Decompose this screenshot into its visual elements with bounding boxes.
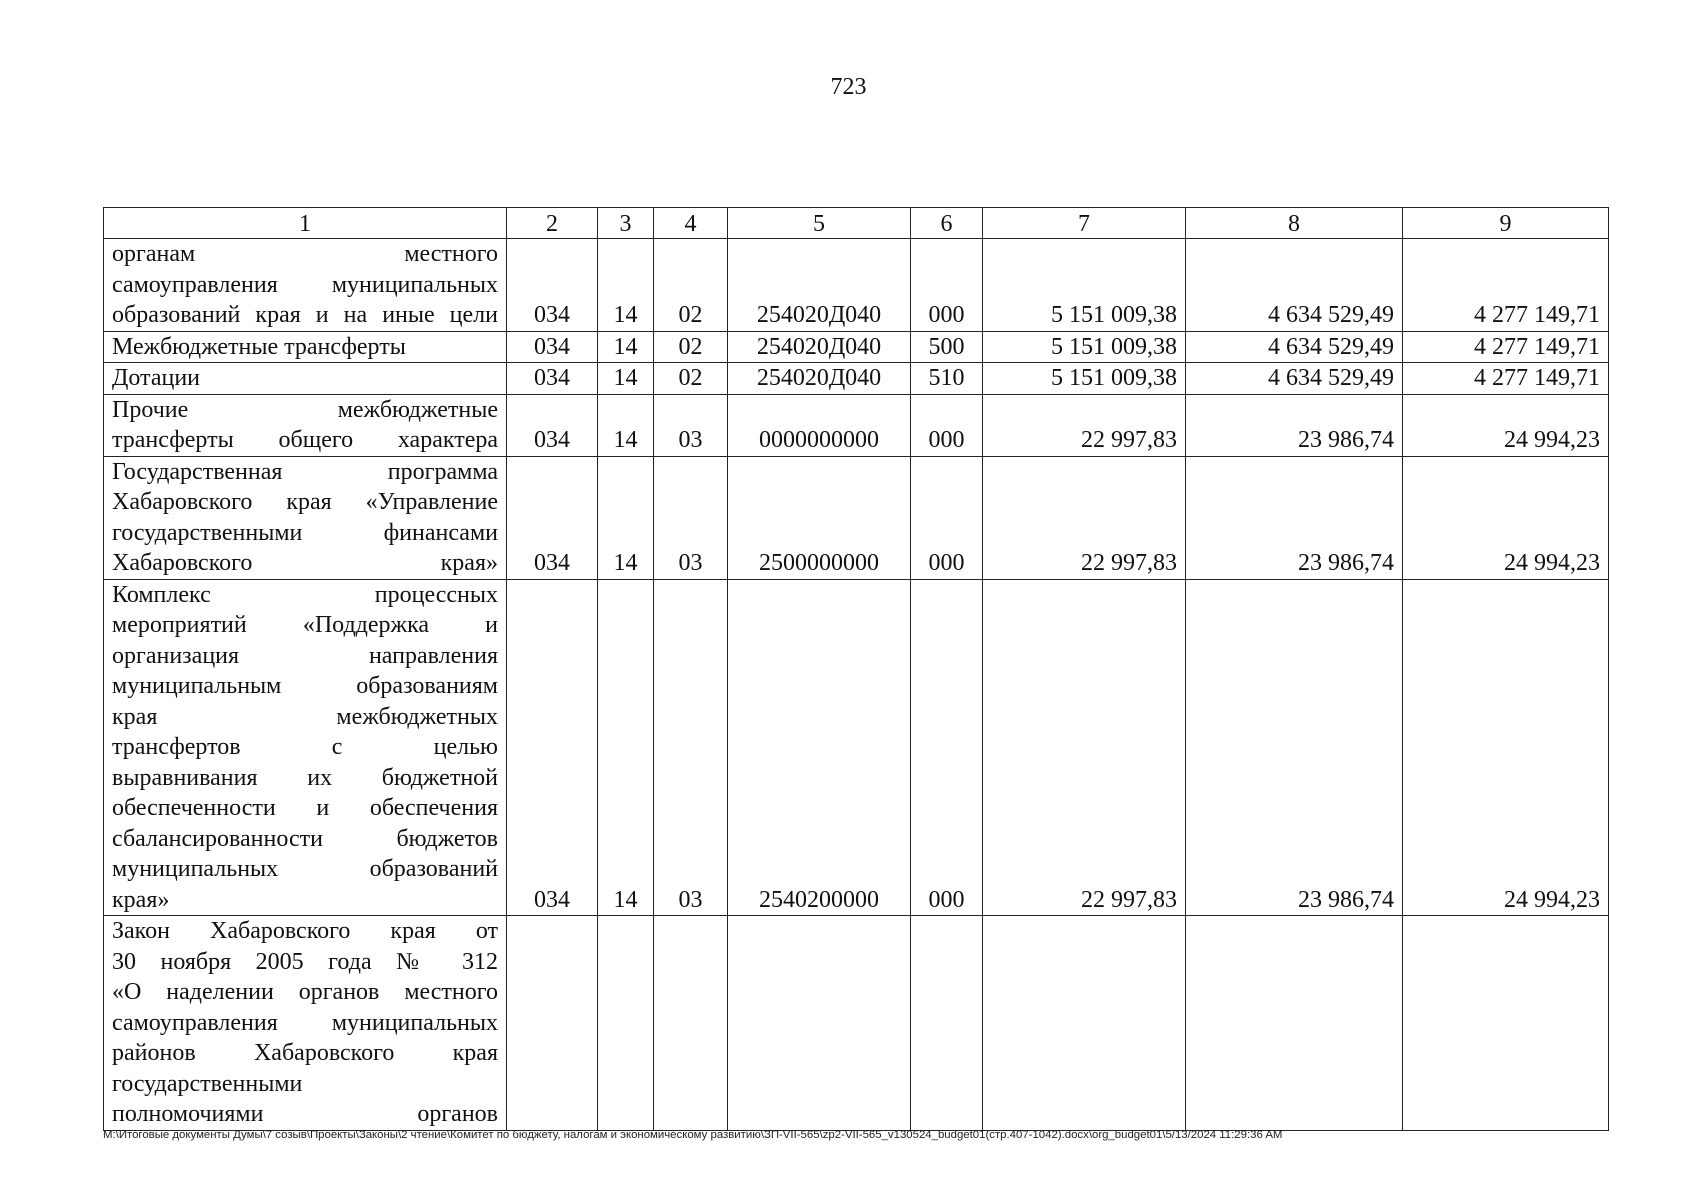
section-code-cell: 14 xyxy=(598,239,654,332)
section-code-cell xyxy=(598,916,654,1131)
row-name-cell xyxy=(104,363,507,395)
target-code-cell: 254020Д040 xyxy=(728,363,911,395)
row-name-line: выравнивания их бюджетной xyxy=(112,764,498,791)
row-name-line: обеспеченности и обеспечения xyxy=(112,795,498,821)
row-name-line: сбалансированности бюджетов xyxy=(112,825,498,852)
row-name-line: государственными финансами xyxy=(112,519,498,546)
section-code-cell: 14 xyxy=(598,456,654,579)
row-name-line: края межбюджетных xyxy=(112,703,498,730)
row-name-line: Комплекс процессных xyxy=(112,581,498,608)
subsection-code-cell: 03 xyxy=(654,456,728,579)
header-cell-7: 7 xyxy=(983,208,1186,239)
header-cell-1: 1 xyxy=(104,208,507,239)
amount-cell-9: 24 994,23 xyxy=(1403,579,1609,916)
amount-cell-8: 23 986,74 xyxy=(1186,456,1403,579)
amount-cell-9: 4 277 149,71 xyxy=(1403,239,1609,332)
amount-cell-9 xyxy=(1403,916,1609,1131)
section-code-cell: 14 xyxy=(598,579,654,916)
expense-type-cell: 000 xyxy=(911,456,983,579)
row-name-cell xyxy=(104,916,507,1131)
amount-cell-9: 4 277 149,71 xyxy=(1403,331,1609,363)
table-row xyxy=(104,363,1609,395)
section-code-cell: 14 xyxy=(598,331,654,363)
row-name-line: муниципальным образованиям xyxy=(112,673,498,699)
expense-type-cell: 500 xyxy=(911,331,983,363)
amount-cell-9: 24 994,23 xyxy=(1403,394,1609,456)
row-name-line: Дотации xyxy=(112,365,201,391)
subsection-code-cell: 03 xyxy=(654,579,728,916)
header-cell-2: 2 xyxy=(507,208,598,239)
amount-cell-7: 22 997,83 xyxy=(983,394,1186,456)
subsection-code-cell xyxy=(654,916,728,1131)
row-name-line: 30 ноября 2005 года № 312 xyxy=(112,948,498,975)
row-name-line: края» xyxy=(112,886,170,913)
expense-type-cell: 000 xyxy=(911,239,983,332)
subsection-code-cell: 02 xyxy=(654,239,728,332)
target-code-cell xyxy=(728,916,911,1131)
row-name-cell xyxy=(104,456,507,579)
amount-cell-7: 22 997,83 xyxy=(983,456,1186,579)
expense-type-cell: 000 xyxy=(911,394,983,456)
section-code-cell: 14 xyxy=(598,394,654,456)
row-name-line: «О наделении органов местного xyxy=(112,979,498,1005)
file-path-footer: M:\Итоговые документы Думы\7 созыв\Проекты\Законы\2 чтение\Комитет по бюджету, налогам и экономическому развитию\ЗП-VII-565\zp2-VII-565_v130524_budget01(стр.407-1042).docx\org_budget01\5/13/2024 11:29:36 AM xyxy=(103,1129,1283,1141)
page-number: 723 xyxy=(830,74,867,100)
header-cell-3: 3 xyxy=(598,208,654,239)
row-name-line: полномочиями органов xyxy=(112,1101,498,1127)
table-row xyxy=(104,331,1609,363)
amount-cell-8: 4 634 529,49 xyxy=(1186,363,1403,395)
target-code-cell: 2500000000 xyxy=(728,456,911,579)
expense-type-cell: 510 xyxy=(911,363,983,395)
admin-code-cell: 034 xyxy=(507,394,598,456)
row-name-line: организация направления xyxy=(112,642,498,669)
amount-cell-8: 23 986,74 xyxy=(1186,579,1403,916)
admin-code-cell: 034 xyxy=(507,363,598,395)
row-name-line: самоуправления муниципальных xyxy=(112,271,498,298)
table-row xyxy=(104,579,1609,916)
target-code-cell: 254020Д040 xyxy=(728,331,911,363)
header-cell-4: 4 xyxy=(654,208,728,239)
row-name-line: Хабаровского края «Управление xyxy=(112,489,498,515)
amount-cell-9: 4 277 149,71 xyxy=(1403,363,1609,395)
row-name-cell xyxy=(104,331,507,363)
amount-cell-8: 23 986,74 xyxy=(1186,394,1403,456)
header-cell-8: 8 xyxy=(1186,208,1403,239)
table-row xyxy=(104,394,1609,456)
subsection-code-cell: 02 xyxy=(654,363,728,395)
row-name-line: муниципальных образований xyxy=(112,856,498,882)
header-cell-5: 5 xyxy=(728,208,911,239)
header-cell-6: 6 xyxy=(911,208,983,239)
row-name-cell xyxy=(104,239,507,332)
subsection-code-cell: 03 xyxy=(654,394,728,456)
row-name-cell xyxy=(104,579,507,916)
amount-cell-8: 4 634 529,49 xyxy=(1186,331,1403,363)
row-name-cell xyxy=(104,394,507,456)
admin-code-cell: 034 xyxy=(507,331,598,363)
target-code-cell: 254020Д040 xyxy=(728,239,911,332)
row-name-line: государственными xyxy=(112,1070,303,1097)
amount-cell-7 xyxy=(983,916,1186,1131)
header-row xyxy=(104,208,1609,239)
table-row xyxy=(104,239,1609,332)
header-cell-9: 9 xyxy=(1403,208,1609,239)
amount-cell-7: 5 151 009,38 xyxy=(983,331,1186,363)
row-name-line: Государственная программа xyxy=(112,458,498,485)
row-name-line: Межбюджетные трансферты xyxy=(112,333,406,360)
row-name-line: Прочие межбюджетные xyxy=(112,396,498,423)
table-row xyxy=(104,916,1609,1131)
target-code-cell: 0000000000 xyxy=(728,394,911,456)
target-code-cell: 2540200000 xyxy=(728,579,911,916)
admin-code-cell: 034 xyxy=(507,239,598,332)
row-name-line: трансферты общего характера xyxy=(112,427,498,453)
row-name-line: районов Хабаровского края xyxy=(112,1040,498,1066)
admin-code-cell: 034 xyxy=(507,579,598,916)
budget-table xyxy=(103,207,1609,1131)
amount-cell-8: 4 634 529,49 xyxy=(1186,239,1403,332)
row-name-line: Хабаровского края» xyxy=(112,550,498,576)
admin-code-cell xyxy=(507,916,598,1131)
amount-cell-7: 5 151 009,38 xyxy=(983,363,1186,395)
amount-cell-7: 5 151 009,38 xyxy=(983,239,1186,332)
row-name-line: трансфертов с целью xyxy=(112,734,498,760)
row-name-line: Закон Хабаровского края от xyxy=(112,918,498,944)
amount-cell-9: 24 994,23 xyxy=(1403,456,1609,579)
expense-type-cell: 000 xyxy=(911,579,983,916)
expense-type-cell xyxy=(911,916,983,1131)
table-row xyxy=(104,456,1609,579)
amount-cell-7: 22 997,83 xyxy=(983,579,1186,916)
amount-cell-8 xyxy=(1186,916,1403,1131)
row-name-line: самоуправления муниципальных xyxy=(112,1009,498,1036)
section-code-cell: 14 xyxy=(598,363,654,395)
row-name-line: мероприятий «Поддержка и xyxy=(112,612,498,638)
subsection-code-cell: 02 xyxy=(654,331,728,363)
row-name-line: образований края и на иные цели xyxy=(112,302,498,328)
row-name-line: органам местного xyxy=(112,241,498,267)
admin-code-cell: 034 xyxy=(507,456,598,579)
